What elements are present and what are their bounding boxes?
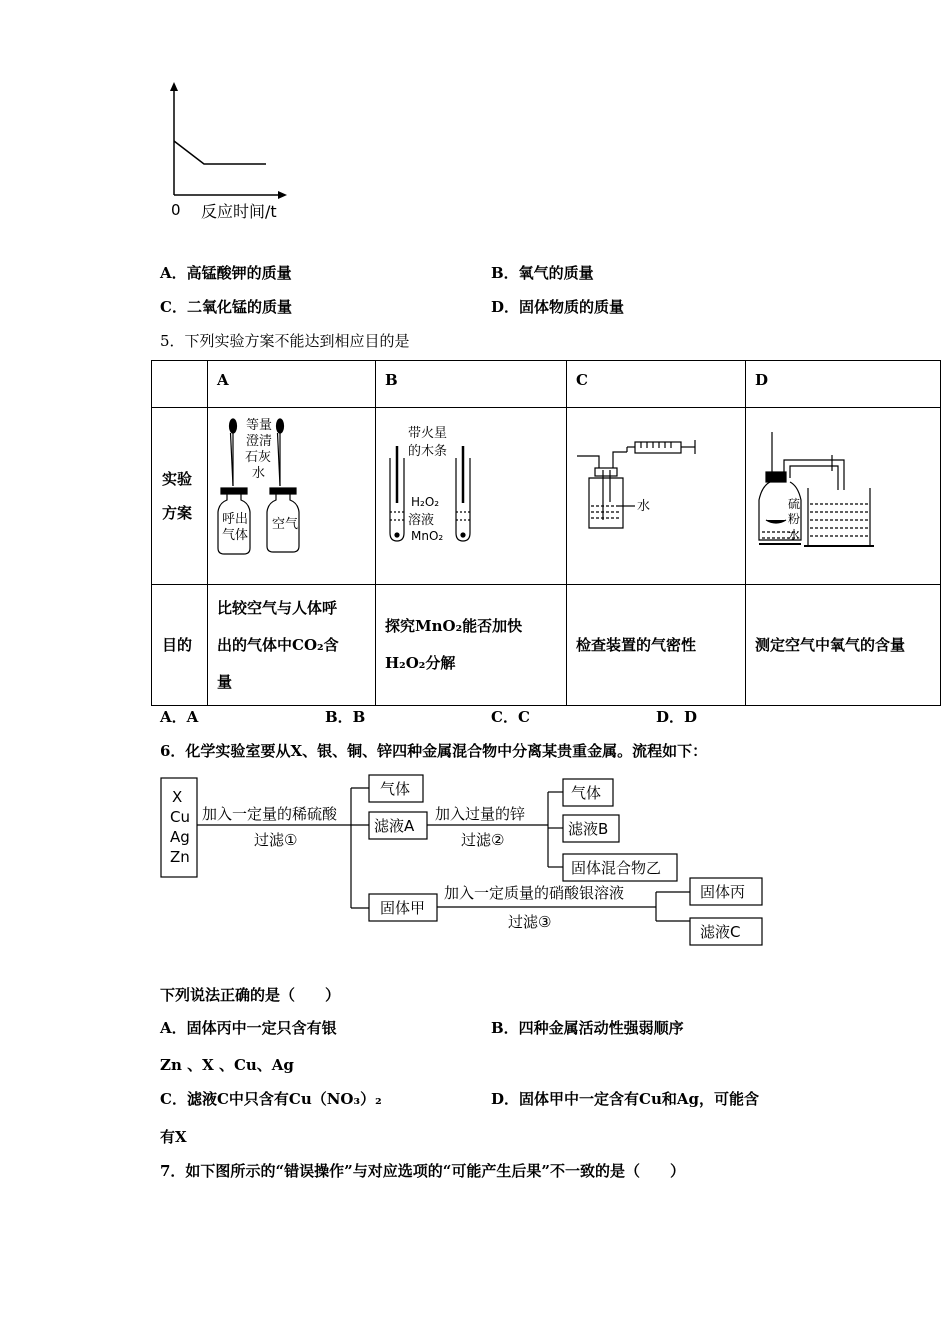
diagram-c-cell [567,408,746,585]
purpose-b-line1: 探究MnO₂能否加快 [385,617,523,635]
diagram-a-limewater-test [208,408,366,580]
row-label-plan-line1: 实验 [162,470,193,488]
q6-option-c[interactable]: C．滤液C中只含有Cu（NO₃）₂ [160,1090,382,1108]
filtrate-c-label: 滤液C [700,923,741,941]
q6-stem: 6．化学实验室要从X、银、铜、锌四种金属混合物中分离某贵重金属。流程如下： [160,742,708,760]
d-sulfur-label-2: 粉 [788,512,801,526]
filter1-label: 过滤① [254,831,298,849]
q5-option-a[interactable]: A．A [160,708,199,726]
solid-b-label: 固体混合物乙 [571,859,662,877]
q6-option-a[interactable]: A．固体丙中一定只含有银 [160,1019,337,1037]
step3-label: 加入一定质量的硝酸银溶液 [444,884,625,902]
q5-option-c[interactable]: C．C [491,708,530,726]
purpose-a [208,585,376,706]
purpose-d: 测定空气中氧气的含量 [746,585,941,706]
mix-x: X [172,788,183,806]
mix-cu: Cu [170,808,190,826]
solid-c-label: 固体丙 [700,883,746,901]
table-corner-cell [152,361,208,408]
q7-stem: 7．如下图所示的“错误操作”与对应选项的“可能产生后果”不一致的是（ ） [160,1162,685,1180]
q5-option-d[interactable]: D．D [656,708,698,726]
mix-ag: Ag [170,828,190,846]
q5-option-b[interactable]: B．B [325,708,366,726]
a-jar1-label-line2: 气体 [222,528,249,543]
a-label-line2: 澄清 [246,434,273,449]
b-mno2-label: MnO₂ [411,529,444,543]
a-label-line1: 等量 [246,418,273,433]
q4-graph [160,78,300,228]
purpose-a-line1: 比较空气与人体呼 [217,598,338,617]
b-liquid-label: 溶液 [408,513,435,528]
q4-option-c[interactable]: C．二氧化锰的质量 [160,298,292,316]
b-h2o2-label: H₂O₂ [411,495,440,509]
b-label-line1: 带火星 [408,426,448,441]
q5-experiment-table [151,360,941,706]
purpose-c: 检查装置的气密性 [567,585,746,706]
c-water-label: 水 [637,499,651,514]
q6-question: 下列说法正确的是（ ） [160,986,341,1004]
d-water-label: 水 [788,528,801,542]
q4-option-b[interactable]: B．氧气的质量 [491,264,594,282]
filter3-label: 过滤③ [508,913,552,931]
row-label-plan [152,408,208,585]
purpose-b [376,585,567,706]
a-label-line4: 水 [252,466,266,481]
q5-stem: 5．下列实验方案不能达到相应目的是 [160,332,410,350]
mix-zn: Zn [170,848,190,866]
solid-a-label: 固体甲 [380,899,426,917]
q4-option-a[interactable]: A．高锰酸钾的质量 [160,264,292,282]
b-label-line2: 的木条 [408,444,448,459]
purpose-b-line2: H₂O₂分解 [385,654,456,672]
a-label-line3: 石灰 [245,450,272,465]
q6-option-b-continued: Zn 、X 、Cu、Ag [160,1056,294,1074]
step2-label: 加入过量的锌 [435,805,526,823]
graph-x-axis-label: 反应时间/t [201,202,277,221]
q6-option-b[interactable]: B．四种金属活动性强弱顺序 [491,1019,684,1037]
filter2-label: 过滤② [461,831,505,849]
diagram-d-oxygen-content-test [746,408,931,580]
header-d: D [746,361,941,408]
header-a: A [208,361,376,408]
step1-label: 加入一定量的稀硫酸 [202,805,338,823]
graph-origin-label: 0 [171,201,181,219]
diagram-d-cell [746,408,941,585]
diagram-a-cell [208,408,376,585]
q6-option-d-continued: 有X [160,1128,187,1146]
purpose-a-line2: 出的气体中CO₂含 [217,635,339,654]
q4-option-d[interactable]: D．固体物质的质量 [491,298,625,316]
q6-flowchart [158,770,778,950]
gas1-label: 气体 [380,780,411,798]
diagram-b-decomposition-test [376,408,557,580]
row-label-plan-line2: 方案 [162,504,193,522]
header-c: C [567,361,746,408]
filtrate-a-label: 滤液A [374,817,415,835]
header-b: B [376,361,567,408]
diagram-b-cell [376,408,567,585]
diagram-c-airtightness-test [567,408,736,580]
filtrate-b-label: 滤液B [568,820,609,838]
q6-option-d[interactable]: D．固体甲中一定含有Cu和Ag，可能含 [491,1090,759,1108]
a-jar1-label-line1: 呼出 [222,512,249,527]
gas2-label: 气体 [571,784,602,802]
d-sulfur-label-1: 硫 [788,497,801,511]
a-jar2-label: 空气 [272,517,299,532]
row-label-purpose: 目的 [152,585,208,706]
purpose-a-line3: 量 [217,672,233,691]
